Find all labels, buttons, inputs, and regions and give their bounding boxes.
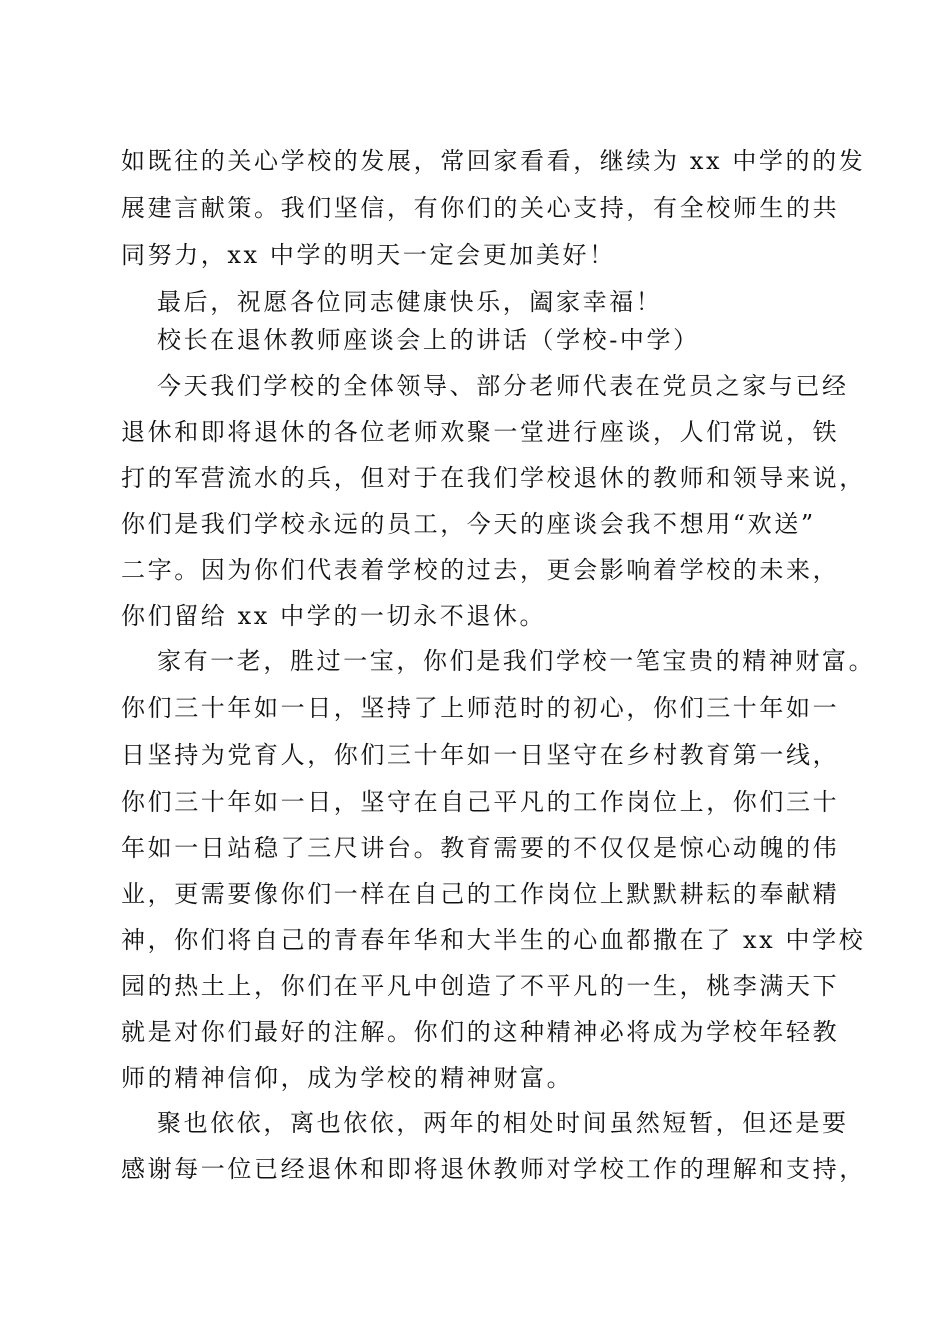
text-line: 展建言献策。我们坚信，有你们的关心支持，有全校师生的共	[121, 194, 840, 222]
text-line: 年如一日站稳了三尺讲台。教育需要的不仅仅是惊心动魄的伟	[121, 834, 840, 862]
paragraph-first-line: 今天我们学校的全体领导、部分老师代表在党员之家与已经	[157, 372, 849, 400]
text-line: 如既往的关心学校的发展，常回家看看，继续为 xx 中学的的发	[121, 147, 866, 175]
text-line: 神，你们将自己的青春年华和大半生的心血都撒在了 xx 中学校	[121, 926, 866, 954]
text-line: 业，更需要像你们一样在自己的工作岗位上默默耕耘的奉献精	[121, 880, 840, 908]
text-line: 你们留给 xx 中学的一切永不退休。	[121, 602, 547, 630]
text-line: 就是对你们最好的注解。你们的这种精神必将成为学校年轻教	[121, 1018, 840, 1046]
text-line: 同努力，xx 中学的明天一定会更加美好！	[121, 241, 616, 269]
section-heading: 校长在退休教师座谈会上的讲话（学校-中学）	[157, 326, 700, 354]
text-line: 日坚持为党育人，你们三十年如一日坚守在乡村教育第一线，	[121, 741, 840, 769]
text-line: 你们是我们学校永远的员工，今天的座谈会我不想用“欢送”	[121, 510, 816, 538]
text-line: 二字。因为你们代表着学校的过去，更会影响着学校的未来，	[121, 556, 840, 584]
text-line: 打的军营流水的兵，但对于在我们学校退休的教师和领导来说，	[121, 464, 866, 492]
text-line: 园的热土上，你们在平凡中创造了不平凡的一生，桃李满天下	[121, 972, 840, 1000]
text-line: 师的精神信仰，成为学校的精神财富。	[121, 1064, 574, 1092]
paragraph-first-line: 最后，祝愿各位同志健康快乐，阖家幸福！	[157, 288, 663, 316]
text-line: 退休和即将退休的各位老师欢聚一堂进行座谈，人们常说，铁	[121, 418, 840, 446]
paragraph-first-line: 聚也依依，离也依依，两年的相处时间虽然短暂，但还是要	[157, 1109, 849, 1137]
text-line: 感谢每一位已经退休和即将退休教师对学校工作的理解和支持，	[121, 1155, 866, 1183]
text-line: 你们三十年如一日，坚持了上师范时的初心，你们三十年如一	[121, 694, 840, 722]
text-line: 你们三十年如一日，坚守在自己平凡的工作岗位上，你们三十	[121, 788, 840, 816]
paragraph-first-line: 家有一老，胜过一宝，你们是我们学校一笔宝贵的精神财富。	[157, 647, 876, 675]
